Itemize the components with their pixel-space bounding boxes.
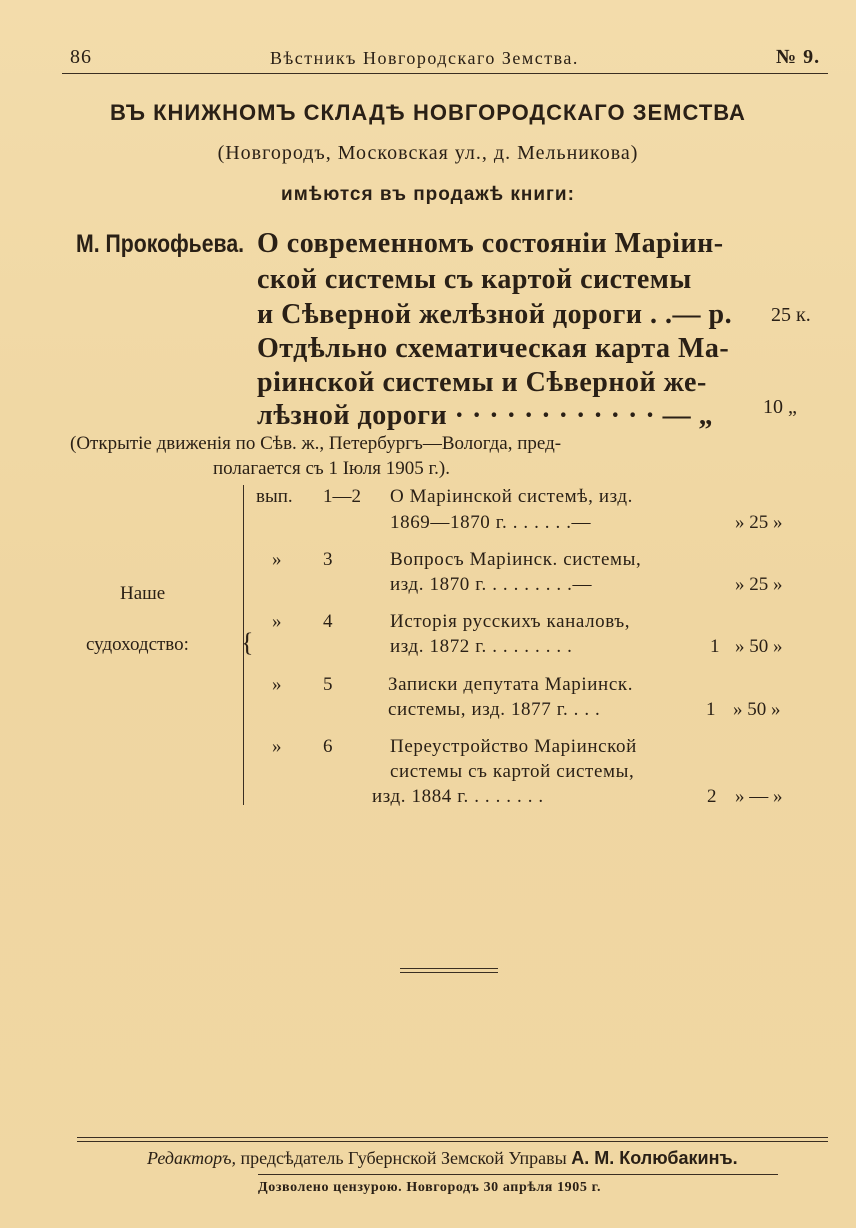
issue-label: вып.	[256, 486, 293, 507]
entry-rub: 2	[707, 786, 717, 807]
issue-number-label: 6	[323, 736, 333, 757]
entry-kop: » — »	[735, 786, 783, 807]
editor-title: предсѣдатель Губернской Земской Управы	[240, 1148, 567, 1168]
issue-number-label: 5	[323, 674, 333, 695]
footer-underline	[258, 1174, 778, 1175]
book-line: О современномъ состояніи Маріин-	[257, 228, 724, 259]
entry-kop: » 50 »	[735, 636, 783, 657]
journal-title: Вѣстникъ Новгородскаго Земства.	[270, 48, 579, 68]
entry-detail: изд. 1872 г. . . . . . . . .	[390, 636, 573, 657]
entry-title: Исторія русскихъ каналовъ,	[390, 611, 631, 632]
entry-detail: системы съ картой системы,	[390, 761, 635, 782]
page-number: 86	[70, 46, 92, 68]
editor-name: А. М. Колюбакинъ.	[571, 1148, 738, 1168]
book-line: ской системы съ картой системы	[257, 264, 692, 295]
entry-kop: » 25 »	[735, 512, 783, 533]
warehouse-address: (Новгородъ, Московская ул., д. Мельникова)	[217, 142, 639, 164]
entry-title: Записки депутата Маріинск.	[388, 674, 634, 695]
issue-number: № 9.	[776, 46, 821, 68]
entry-detail: изд. 1884 г. . . . . . . .	[372, 786, 544, 807]
section-subtitle: имѣются въ продажѣ книги:	[281, 184, 575, 205]
book-line: ріинской системы и Сѣверной же-	[257, 367, 707, 398]
note-line: полагается съ 1 Іюля 1905 г.).	[213, 458, 450, 479]
series-label: судоходство:	[86, 634, 189, 655]
entry-rub: 1	[706, 699, 716, 720]
entry-kop: » 50 »	[733, 699, 781, 720]
book-price: 10 „	[763, 396, 797, 418]
book-price: 25 к.	[771, 304, 811, 326]
end-rule	[400, 968, 498, 969]
entry-detail: изд. 1870 г. . . . . . . . .—	[390, 574, 593, 595]
issue-label: »	[272, 549, 282, 570]
section-title: ВЪ КНИЖНОМЪ СКЛАДѢ НОВГОРОДСКАГО ЗЕМСТВА	[110, 100, 746, 125]
censorship-note: Дозволено цензурою. Новгородъ 30 апрѣля 1905 г.	[258, 1180, 602, 1195]
header-rule	[62, 73, 828, 74]
issue-label: »	[272, 736, 282, 757]
series-label: Наше	[120, 583, 166, 604]
issue-number-label: 3	[323, 549, 333, 570]
entry-kop: » 25 »	[735, 574, 783, 595]
issue-number-label: 1—2	[323, 486, 361, 507]
note-line: (Открытіе движенія по Сѣв. ж., Петербургъ—Вологда, пред-	[70, 433, 562, 454]
end-rule	[400, 972, 498, 973]
editor-label: Редакторъ,	[147, 1148, 237, 1168]
footer-rule	[77, 1137, 828, 1138]
footer-rule	[77, 1141, 828, 1142]
entry-title: О Маріинской системѣ, изд.	[390, 486, 633, 507]
book-line: лѣзной дороги · · · · · · · · · · · · — „	[257, 400, 714, 431]
entry-title: Переустройство Маріинской	[390, 736, 637, 757]
entry-detail: системы, изд. 1877 г. . . .	[388, 699, 601, 720]
editor-line	[147, 1148, 738, 1169]
brace-mark: {	[241, 628, 254, 657]
entry-title: Вопросъ Маріинск. системы,	[390, 549, 642, 570]
entry-rub: 1	[710, 636, 720, 657]
issue-number-label: 4	[323, 611, 333, 632]
issue-label: »	[272, 611, 282, 632]
entry-detail: 1869—1870 г. . . . . . .—	[390, 512, 592, 533]
issue-label: »	[272, 674, 282, 695]
book-line: Отдѣльно схематическая карта Ма-	[257, 333, 730, 364]
author-name: М. Прокофьева.	[76, 230, 245, 258]
book-line: и Сѣверной желѣзной дороги . .— р.	[257, 299, 733, 330]
